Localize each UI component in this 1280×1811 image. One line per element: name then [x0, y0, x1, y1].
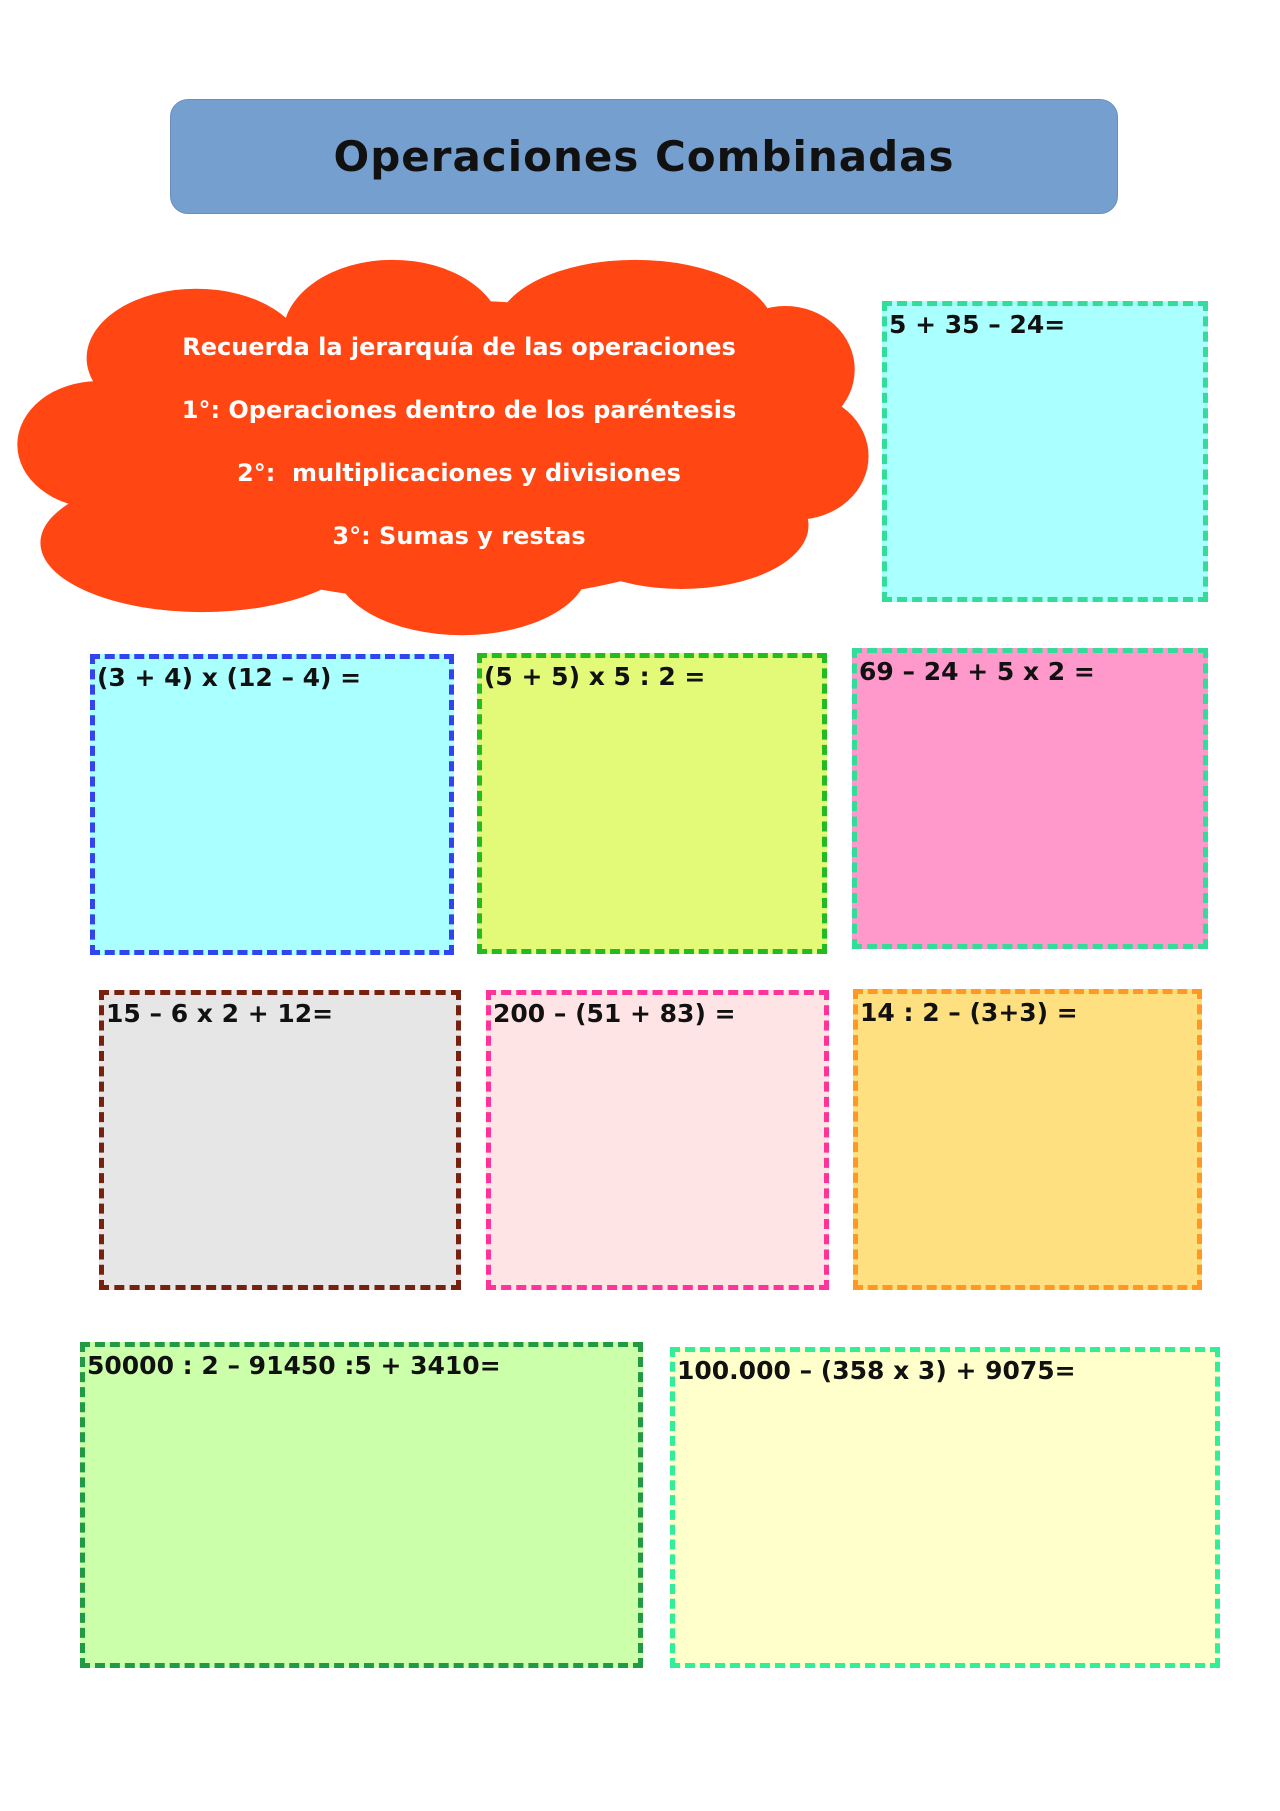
exercise-box-5 [99, 990, 461, 1290]
exercise-box-6 [486, 990, 829, 1290]
reminder-step-1: 1°: Operaciones dentro de los paréntesis [181, 396, 737, 424]
exercise-expression: (3 + 4) x (12 – 4) = [97, 663, 362, 692]
exercise-box-4 [852, 648, 1208, 949]
exercise-box-3 [477, 653, 827, 954]
exercise-expression: 15 – 6 x 2 + 12= [106, 999, 334, 1028]
exercise-box-8 [80, 1342, 643, 1668]
exercise-expression: 14 : 2 – (3+3) = [860, 998, 1078, 1027]
reminder-heading: Recuerda la jerarquía de las operaciones [182, 333, 736, 361]
exercise-box-7 [853, 989, 1202, 1290]
page-title: Operaciones Combinadas [333, 132, 955, 181]
exercise-box-1 [882, 301, 1208, 602]
exercise-expression: 69 – 24 + 5 x 2 = [859, 657, 1095, 686]
reminder-step-2: 2°: multiplicaciones y divisiones [237, 459, 681, 487]
exercise-expression: 5 + 35 – 24= [889, 310, 1066, 339]
reminder-text [59, 316, 859, 568]
exercise-expression: 200 – (51 + 83) = [493, 999, 736, 1028]
exercise-expression: (5 + 5) x 5 : 2 = [484, 662, 706, 691]
exercise-expression: 100.000 – (358 x 3) + 9075= [677, 1356, 1076, 1385]
exercise-expression: 50000 : 2 – 91450 :5 + 3410= [87, 1351, 501, 1380]
exercise-box-2 [90, 654, 454, 955]
reminder-step-3: 3°: Sumas y restas [332, 522, 586, 550]
title-banner [170, 99, 1118, 214]
exercise-box-9 [670, 1347, 1220, 1668]
